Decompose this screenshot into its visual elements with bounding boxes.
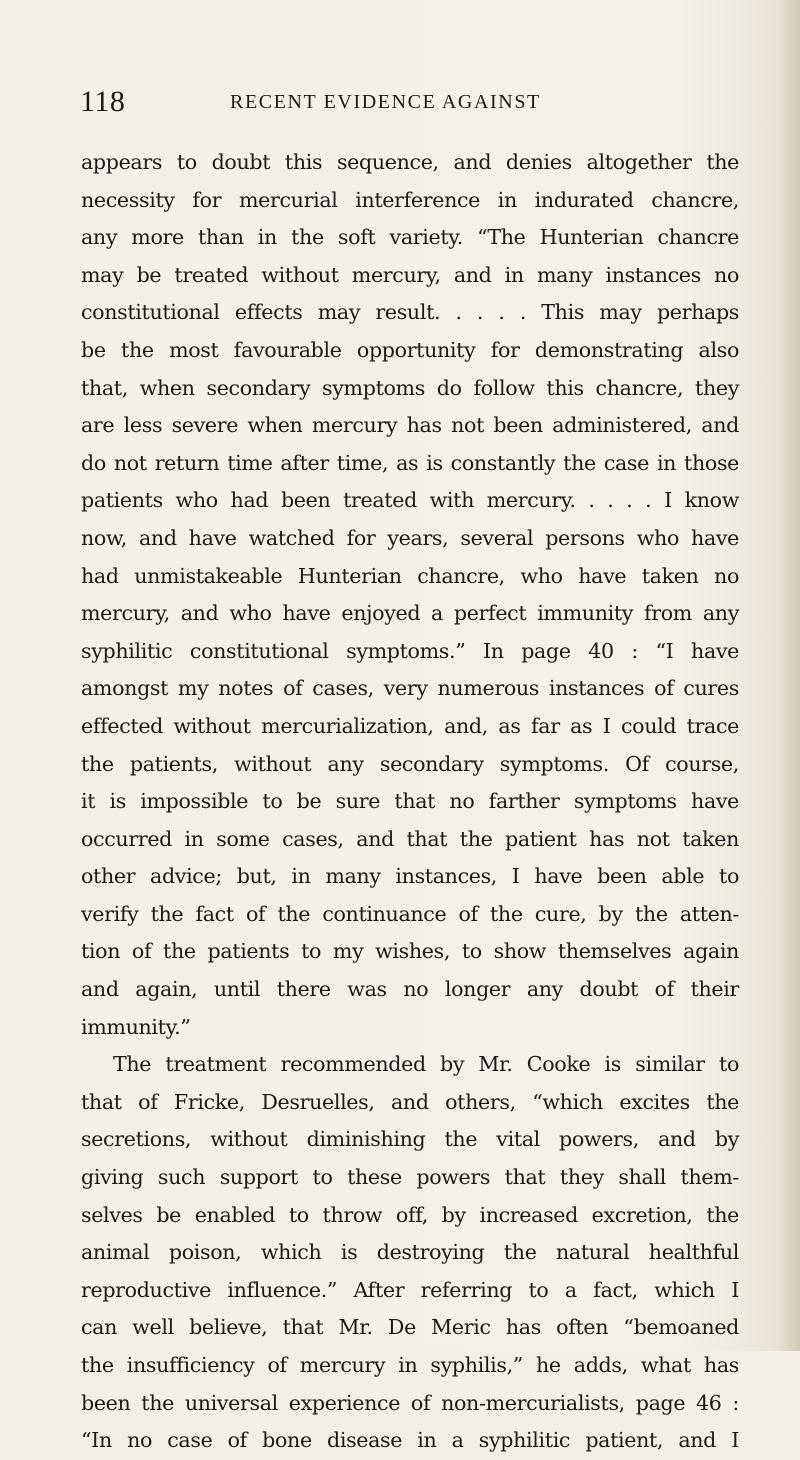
- page-header: [80, 82, 740, 122]
- running-head: RECENT EVIDENCE AGAINST: [230, 91, 541, 113]
- text-line: had unmistakeable Hunterian chancre, who have taken no: [81, 563, 739, 588]
- page-edge-shadow: [778, 0, 800, 1351]
- text-line: constitutional effects may result. . . . . This may perhaps: [81, 300, 739, 325]
- text-line: the patients, without any secondary symptoms. Of course,: [81, 751, 739, 776]
- text-line: amongst my notes of cases, very numerous instances of cures: [81, 676, 739, 701]
- text-line: syphilitic constitutional symptoms.” In page 40 : “I have: [81, 638, 739, 663]
- text-line: occurred in some cases, and that the patient has not taken: [81, 826, 739, 851]
- text-line: mercury, and who have enjoyed a perfect immunity from any: [81, 601, 739, 626]
- text-line: giving such support to these powers that they shall them-: [81, 1165, 739, 1190]
- text-line: are less severe when mercury has not been administered, and: [81, 413, 739, 438]
- text-line: effected without mercurialization, and, as far as I could trace: [81, 713, 739, 738]
- page-number: 118: [80, 85, 126, 118]
- text-line: that of Fricke, Desruelles, and others, “which excites the: [81, 1089, 739, 1114]
- text-line: can well believe, that Mr. De Meric has often “bemoaned: [81, 1315, 739, 1340]
- text-line: it is impossible to be sure that no farther symptoms have: [81, 789, 739, 814]
- text-line: now, and have watched for years, several persons who have: [81, 525, 739, 550]
- text-line: immunity.”: [81, 1014, 191, 1039]
- text-line: necessity for mercurial interference in indurated chancre,: [81, 187, 739, 212]
- text-line: and again, until there was no longer any doubt of their: [81, 977, 739, 1002]
- text-line: tion of the patients to my wishes, to show themselves again: [81, 939, 739, 964]
- text-line: verify the fact of the continuance of the cure, by the atten-: [81, 901, 739, 926]
- text-line: may be treated without mercury, and in many instances no: [81, 262, 739, 287]
- text-line: the insufficiency of mercury in syphilis,” he adds, what has: [81, 1353, 739, 1377]
- text-line: that, when secondary symptoms do follow this chancre, they: [81, 375, 739, 400]
- text-line: any more than in the soft variety. “The Hunterian chancre: [81, 225, 739, 250]
- text-line: selves be enabled to throw off, by increased excretion, the: [81, 1202, 739, 1227]
- text-line: “In no case of bone disease in a syphilitic patient, and I: [81, 1428, 739, 1453]
- text-line: secretions, without diminishing the vital powers, and by: [81, 1127, 739, 1152]
- text-line: been the universal experience of non-mercurialists, page 46 :: [81, 1390, 739, 1415]
- text-line: The treatment recommended by Mr. Cooke is similar to: [113, 1052, 739, 1077]
- text-line: patients who had been treated with mercury. . . . . I know: [81, 488, 739, 513]
- text-line: be the most favourable opportunity for demonstrating also: [81, 337, 739, 362]
- text-line: animal poison, which is destroying the natural healthful: [81, 1240, 739, 1265]
- text-line: other advice; but, in many instances, I have been able to: [81, 864, 739, 889]
- text-line: do not return time after time, as is constantly the case in those: [81, 450, 739, 475]
- body-text: [81, 144, 739, 1460]
- text-line: appears to doubt this sequence, and denies altogether the: [81, 150, 739, 174]
- text-line: reproductive influence.” After referring to a fact, which I: [81, 1277, 739, 1302]
